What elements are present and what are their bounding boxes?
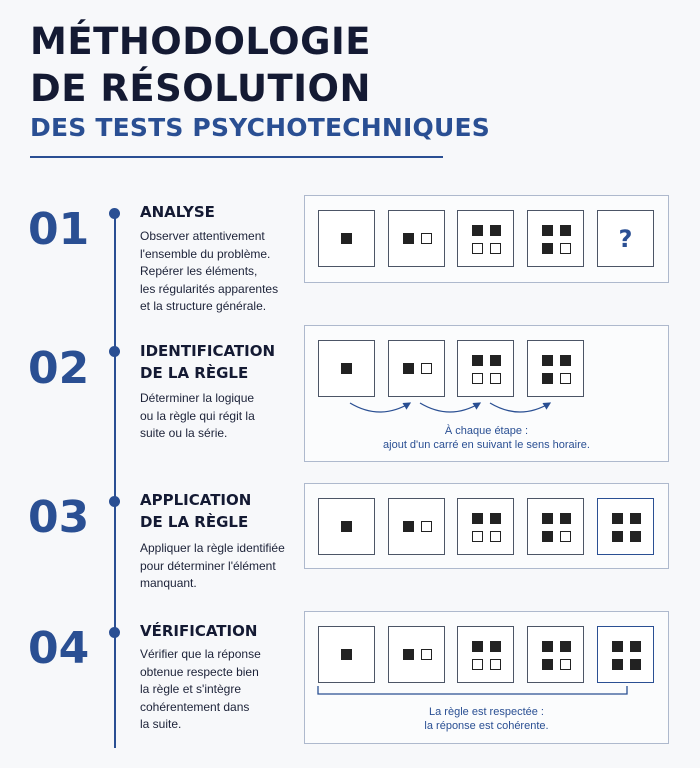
empty-square (472, 243, 483, 254)
timeline-dot-4 (109, 627, 120, 638)
tile (457, 210, 514, 267)
analyse-panel (304, 195, 669, 283)
page-subtitle: DES TESTS PSYCHOTECHNIQUES (30, 113, 490, 142)
question-mark: ? (618, 224, 633, 253)
filled-square (542, 355, 553, 366)
tile (457, 340, 514, 397)
step-number-4: 04 (28, 623, 90, 674)
tile (318, 340, 375, 397)
tile (527, 210, 584, 267)
step-number-2: 02 (28, 343, 90, 394)
filled-square (403, 233, 414, 244)
timeline-dot-2 (109, 346, 120, 357)
verification-note-line-2: la réponse est cohérente. (424, 720, 549, 732)
empty-square (560, 373, 571, 384)
filled-square (542, 531, 553, 542)
identification-panel (304, 325, 669, 462)
filled-square (560, 355, 571, 366)
filled-square (542, 513, 553, 524)
answer-tile (597, 498, 654, 555)
empty-square (421, 233, 432, 244)
tile (527, 498, 584, 555)
timeline-dot-3 (109, 496, 120, 507)
arrow-1 (350, 403, 410, 412)
step-description-4: Vérifier que la réponse obtenue respecte bien la règle et s'intègre cohérentement dans la suite. (140, 647, 261, 731)
filled-square (472, 641, 483, 652)
filled-square (542, 225, 553, 236)
filled-square (490, 355, 501, 366)
empty-square (472, 373, 483, 384)
verification-bracket (305, 686, 670, 706)
step-number-3: 03 (28, 492, 90, 543)
step-title-2: IDENTIFICATION DE LA RÈGLE (140, 342, 276, 382)
tile (388, 626, 445, 683)
filled-square (612, 531, 623, 542)
filled-square (490, 641, 501, 652)
tile (388, 498, 445, 555)
tile (457, 498, 514, 555)
step-title-1: ANALYSE (140, 203, 215, 221)
filled-square (341, 363, 352, 374)
filled-square (560, 641, 571, 652)
empty-square (490, 243, 501, 254)
filled-square (472, 355, 483, 366)
step-title-4: VÉRIFICATION (140, 622, 258, 640)
tile (318, 498, 375, 555)
filled-square (490, 225, 501, 236)
filled-square (560, 225, 571, 236)
filled-square (341, 521, 352, 532)
filled-square (630, 641, 641, 652)
missing-tile (597, 210, 654, 267)
filled-square (630, 513, 641, 524)
filled-square (542, 641, 553, 652)
filled-square (612, 641, 623, 652)
empty-square (490, 373, 501, 384)
arrow-3 (490, 403, 550, 412)
empty-square (490, 531, 501, 542)
empty-square (490, 659, 501, 670)
tile (457, 626, 514, 683)
empty-square (560, 531, 571, 542)
empty-square (421, 521, 432, 532)
filled-square (341, 233, 352, 244)
filled-square (490, 513, 501, 524)
filled-square (612, 513, 623, 524)
tile (527, 626, 584, 683)
verification-note-line-1: La règle est respectée : (429, 706, 544, 718)
application-panel (304, 483, 669, 569)
step-description-3: Appliquer la règle identifiée pour déterminer l'élément manquant. (140, 541, 285, 590)
filled-square (542, 243, 553, 254)
filled-square (403, 363, 414, 374)
filled-square (612, 659, 623, 670)
rule-note-line-2: ajout d'un carré en suivant le sens horaire. (383, 439, 590, 451)
empty-square (421, 649, 432, 660)
filled-square (542, 373, 553, 384)
step-description-2: Déterminer la logique ou la règle qui régit la suite ou la série. (140, 391, 255, 440)
timeline-line (114, 214, 116, 748)
verification-panel (304, 611, 669, 744)
tile (388, 210, 445, 267)
filled-square (403, 649, 414, 660)
empty-square (472, 659, 483, 670)
filled-square (341, 649, 352, 660)
filled-square (560, 513, 571, 524)
filled-square (542, 659, 553, 670)
filled-square (403, 521, 414, 532)
filled-square (630, 659, 641, 670)
step-number-1: 01 (28, 204, 90, 255)
tile (527, 340, 584, 397)
empty-square (560, 243, 571, 254)
page-title-line-1: MÉTHODOLOGIE (30, 20, 372, 63)
filled-square (472, 513, 483, 524)
step-title-3: APPLICATION DE LA RÈGLE (140, 491, 252, 531)
rule-note-line-1: À chaque étape : (444, 425, 529, 437)
arrow-2 (420, 403, 480, 412)
page-title-line-2: DE RÉSOLUTION (30, 67, 371, 110)
filled-square (472, 225, 483, 236)
empty-square (421, 363, 432, 374)
step-description-1: Observer attentivement l'ensemble du problème. Repérer les éléments, les régularités apparentes et la structure générale. (140, 229, 279, 313)
answer-tile (597, 626, 654, 683)
timeline-dot-1 (109, 208, 120, 219)
title-underline (30, 156, 443, 158)
empty-square (472, 531, 483, 542)
filled-square (630, 531, 641, 542)
empty-square (560, 659, 571, 670)
tile (388, 340, 445, 397)
tile (318, 626, 375, 683)
tile (318, 210, 375, 267)
